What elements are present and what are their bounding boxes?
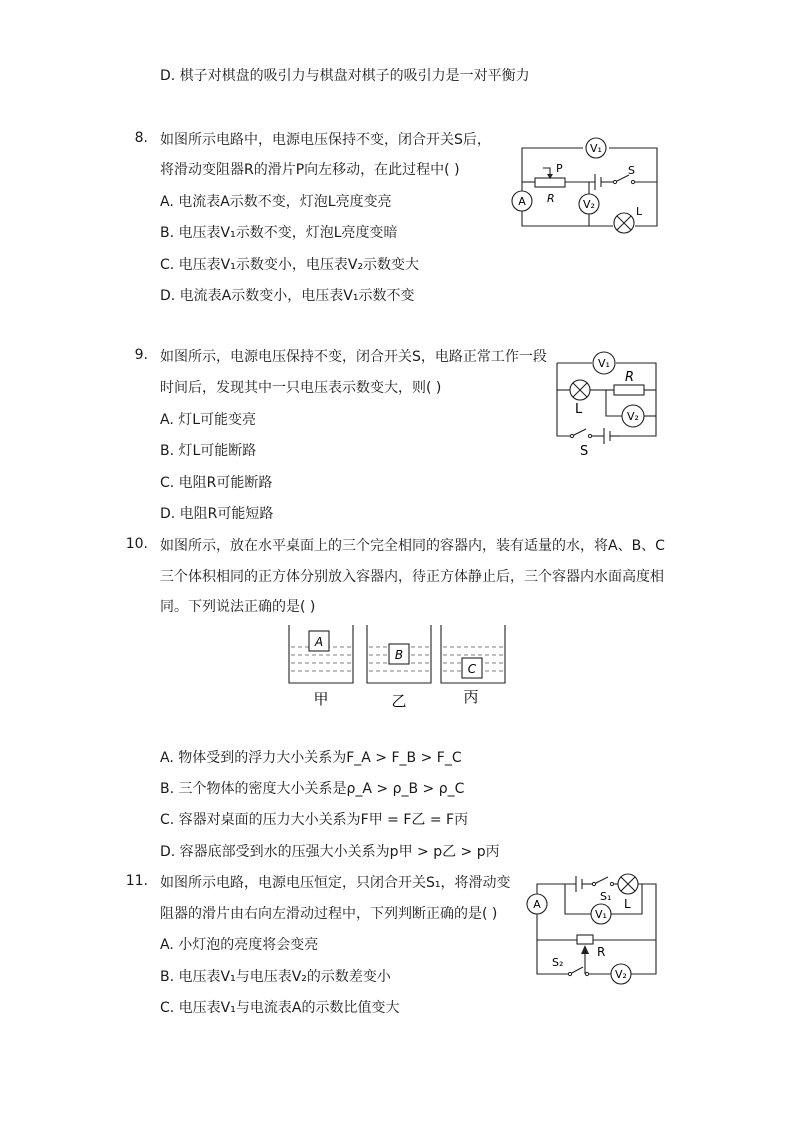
q11-fig-v1: V₁ <box>595 908 607 921</box>
q11-option-c: C. 电压表V₁与电流表A的示数比值变大 <box>160 1000 400 1016</box>
q7-option-d: D. 棋子对棋盘的吸引力与棋盘对棋子的吸引力是一对平衡力 <box>160 68 530 84</box>
q8-stem-line2: 将滑动变阻器R的滑片P向左移动，在此过程中( ) <box>160 162 460 178</box>
q8-number: 8. <box>134 130 148 146</box>
q10-number: 10. <box>125 536 148 552</box>
q9-fig-s: S <box>580 444 589 459</box>
q9-fig-l: L <box>575 402 583 417</box>
q8-fig-a: A <box>518 195 526 208</box>
q11-option-a: A. 小灯泡的亮度将会变亮 <box>160 937 319 953</box>
q10-fig-a: A <box>314 635 324 649</box>
q9-stem-line2: 时间后，发现其中一只电压表示数变大，则( ) <box>160 380 442 396</box>
q10-stem-line2: 三个体积相同的正方体分别放入容器内，待正方体静止后，三个容器内水面高度相 <box>160 569 664 585</box>
q9-option-c: C. 电阻R可能断路 <box>160 475 273 491</box>
q8-fig-v1: V₁ <box>590 142 602 155</box>
q10-fig-yi: 乙 <box>391 692 407 710</box>
q10-stem-line3: 同。下列说法正确的是( ) <box>160 599 316 615</box>
q9-fig-v1: V₁ <box>598 357 610 370</box>
q10-fig-jia: 甲 <box>313 690 329 708</box>
q8-fig-p: P <box>556 162 563 175</box>
q8-fig-l: L <box>636 205 643 218</box>
q10-fig-bing: 丙 <box>463 688 479 706</box>
q11-fig-v2: V₂ <box>615 968 627 981</box>
q8-fig-s: S <box>628 164 635 177</box>
q11-stem-line2: 阻器的滑片由右向左滑动过程中，下列判断正确的是( ) <box>160 906 498 922</box>
q8-option-a: A. 电流表A示数不变，灯泡L亮度变亮 <box>160 194 392 210</box>
q10-option-b: B. 三个物体的密度大小关系是ρ_A > ρ_B > ρ_C <box>160 781 465 797</box>
q11-stem-line1: 如图所示电路，电源电压恒定，只闭合开关S₁，将滑动变 <box>160 875 511 891</box>
q11-fig-s2: S₂ <box>552 956 564 969</box>
q9-option-a: A. 灯L可能变亮 <box>160 412 257 428</box>
q10-stem-line1: 如图所示，放在水平桌面上的三个完全相同的容器内，装有适量的水，将A、B、C <box>160 538 665 554</box>
q8-stem-line1: 如图所示电路中，电源电压保持不变，闭合开关S后， <box>160 132 491 148</box>
q8-fig-v2: V₂ <box>583 198 595 211</box>
q11-fig-r: R <box>597 945 606 959</box>
q9-stem-line1: 如图所示，电源电压保持不变，闭合开关S，电路正常工作一段 <box>160 349 547 365</box>
q9-number: 9. <box>134 347 148 363</box>
q10-option-a: A. 物体受到的浮力大小关系为F_A > F_B > F_C <box>160 750 462 766</box>
q8-option-b: B. 电压表V₁示数不变，灯泡L亮度变暗 <box>160 225 398 241</box>
q10-fig-c: C <box>467 662 477 676</box>
q8-circuit-diagram <box>505 128 665 238</box>
q9-option-b: B. 灯L可能断路 <box>160 443 257 459</box>
q8-option-c: C. 电压表V₁示数变小，电压表V₂示数变大 <box>160 257 420 273</box>
q9-fig-r: R <box>625 370 635 385</box>
q8-option-d: D. 电流表A示数变小，电压表V₁示数不变 <box>160 288 415 304</box>
q11-circuit-diagram <box>520 874 660 984</box>
q9-fig-v2: V₂ <box>627 410 639 423</box>
q11-fig-a: A <box>533 898 541 911</box>
q8-fig-r: R <box>547 192 555 205</box>
q10-containers-diagram <box>285 625 510 710</box>
q11-option-b: B. 电压表V₁与电压表V₂的示数差变小 <box>160 969 391 985</box>
q11-fig-l: L <box>624 897 631 911</box>
q9-circuit-diagram <box>552 348 662 458</box>
q10-fig-b: B <box>394 648 404 662</box>
q11-fig-s1: S₁ <box>600 890 612 903</box>
q9-option-d: D. 电阻R可能短路 <box>160 506 274 522</box>
q10-option-d: D. 容器底部受到水的压强大小关系为p甲 > p乙 > p丙 <box>160 844 500 860</box>
q10-option-c: C. 容器对桌面的压力大小关系为F甲 = F乙 = F丙 <box>160 812 469 828</box>
q11-number: 11. <box>125 873 148 889</box>
